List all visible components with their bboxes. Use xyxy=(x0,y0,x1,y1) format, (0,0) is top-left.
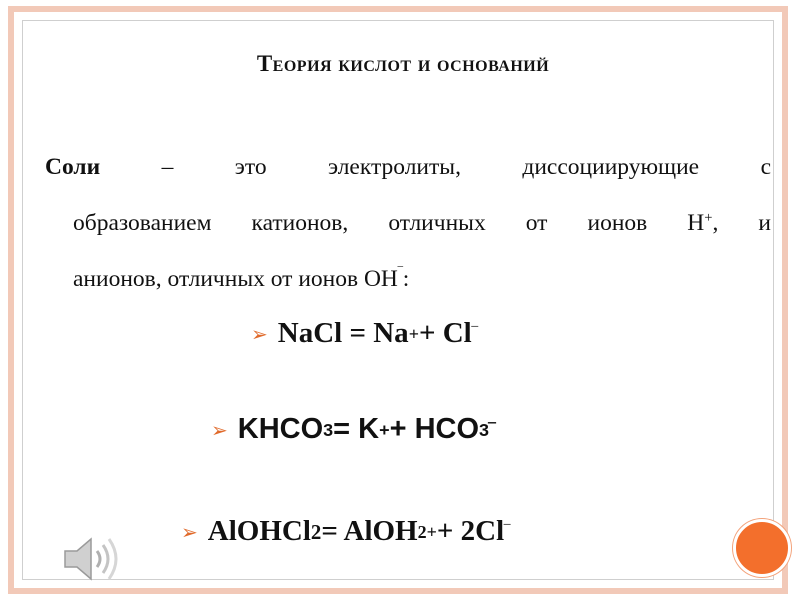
term-salts: Соли xyxy=(45,154,101,180)
paragraph-line-2: образованием катионов, отличных от ионов Н+, и xyxy=(73,210,772,236)
orange-circle-icon xyxy=(733,519,791,577)
arrow-bullet-icon: ➢ xyxy=(211,417,228,442)
slide-title: Теория кислот и оснований xyxy=(256,51,550,76)
arrow-bullet-icon: ➢ xyxy=(181,519,198,544)
definition-paragraph xyxy=(45,139,771,307)
equation-alohcl2: ➢ AlOHCl 2 = AlOH 2+ + 2Cl ‾ xyxy=(181,515,511,547)
arrow-bullet-icon: ➢ xyxy=(251,321,268,346)
equation-khco3: ➢ KHCO 3 = K + + HCO 3 ‾ xyxy=(211,413,496,445)
slide-content xyxy=(22,20,774,580)
equation-nacl: ➢ NaCl = Na + + Cl ‾ xyxy=(251,317,478,349)
paragraph-line-3: анионов, отличных от ионов ОН‾: xyxy=(73,266,410,292)
speaker-icon[interactable] xyxy=(61,533,121,585)
paragraph-line-1: Соли – это электролиты, диссоциирующие с xyxy=(45,154,771,180)
